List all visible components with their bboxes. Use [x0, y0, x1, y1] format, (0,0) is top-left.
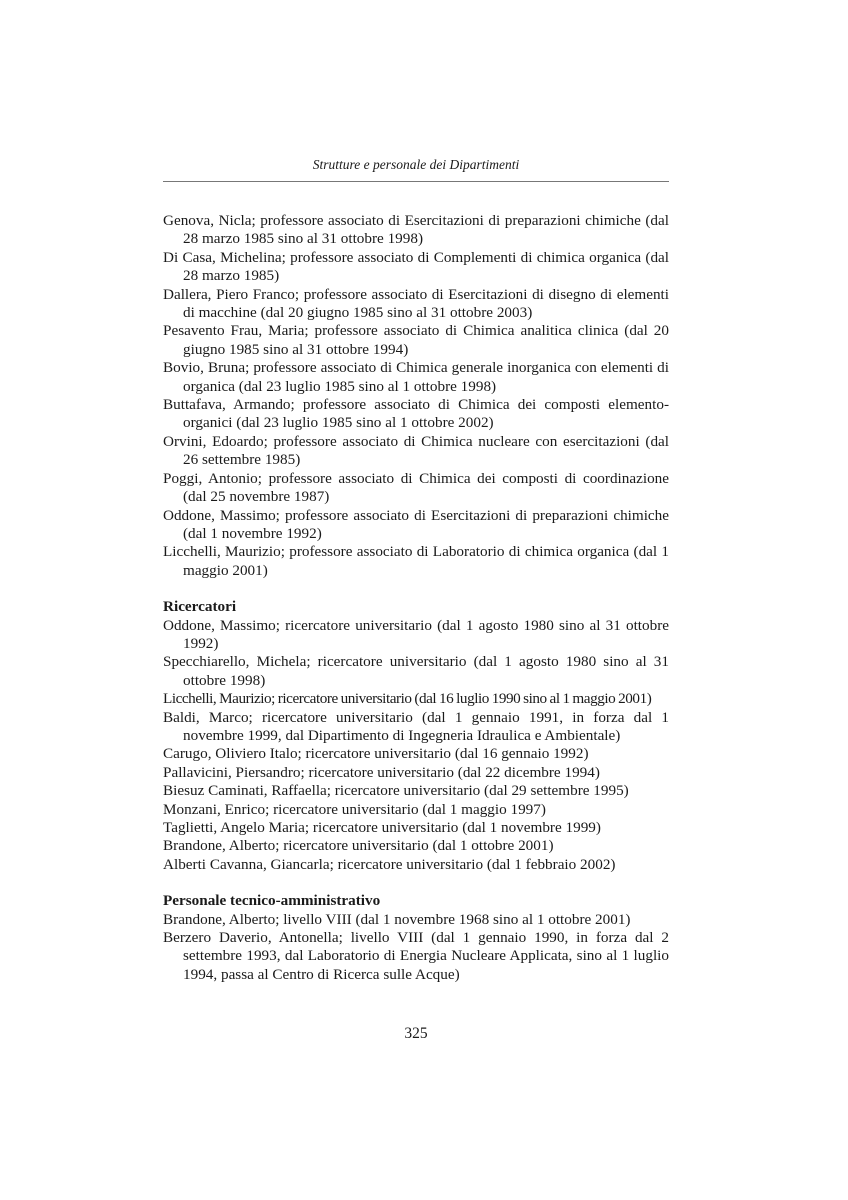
section-title-technical-staff: Personale tecnico-amministrativo	[163, 892, 381, 910]
list-item: Licchelli, Maurizio; professore associato di Laboratorio di chimica organica (dal 1 maggio 2001)	[163, 543, 669, 579]
list-item: Di Casa, Michelina; professore associato di Complementi di chimica organica (dal 28 marzo 1985)	[163, 248, 669, 285]
list-item: Brandone, Alberto; ricercatore universitario (dal 1 ottobre 2001)	[163, 837, 554, 855]
list-item: Biesuz Caminati, Raffaella; ricercatore universitario (dal 29 settembre 1995)	[163, 782, 629, 800]
list-item: Oddone, Massimo; professore associato di Esercitazioni di preparazioni chimiche (dal 1 novembre 1992)	[163, 506, 669, 542]
list-item: Carugo, Oliviero Italo; ricercatore universitario (dal 16 gennaio 1992)	[163, 745, 589, 763]
technical-staff-section	[163, 892, 669, 984]
list-item: Berzero Daverio, Antonella; livello VIII (dal 1 gennaio 1990, in forza dal 2 settembre 1993, dal Laboratorio di Energia Nucleare Applicata, sino al 1 luglio 1994, passa al Centro di Ricerca sulle Acque)	[163, 929, 669, 983]
list-item: Alberti Cavanna, Giancarla; ricercatore universitario (dal 1 febbraio 2002)	[163, 855, 616, 873]
list-item: Pallavicini, Piersandro; ricercatore universitario (dal 22 dicembre 1994)	[163, 763, 600, 781]
list-item: Licchelli, Maurizio; ricercatore universitario (dal 16 luglio 1990 sino al 1 maggio 2001)	[163, 690, 652, 708]
list-item: Monzani, Enrico; ricercatore universitario (dal 1 maggio 1997)	[163, 800, 546, 818]
running-head: Strutture e personale dei Dipartimenti	[312, 157, 520, 172]
list-item: Oddone, Massimo; ricercatore universitario (dal 1 agosto 1980 sino al 31 ottobre 1992)	[163, 616, 669, 652]
list-item: Baldi, Marco; ricercatore universitario (dal 1 gennaio 1991, in forza dal 1 novembre 1999, dal Dipartimento di Ingegneria Idraulica e Ambientale)	[163, 708, 669, 744]
list-item: Buttafava, Armando; professore associato di Chimica dei composti elemento-organici (dal 23 luglio 1985 sino al 1 ottobre 2002)	[163, 396, 669, 432]
researchers-section	[163, 598, 669, 874]
list-item: Brandone, Alberto; livello VIII (dal 1 novembre 1968 sino al 1 ottobre 2001)	[163, 910, 631, 928]
list-item: Orvini, Edoardo; professore associato di Chimica nucleare con esercitazioni (dal 26 settembre 1985)	[163, 432, 669, 469]
list-item: Bovio, Bruna; professore associato di Chimica generale inorganica con elementi di organica (dal 23 luglio 1985 sino al 1 ottobre 1998)	[163, 359, 669, 395]
list-item: Pesavento Frau, Maria; professore associato di Chimica analitica clinica (dal 20 giugno 1985 sino al 31 ottobre 1994)	[163, 322, 669, 358]
list-item: Specchiarello, Michela; ricercatore universitario (dal 1 agosto 1980 sino al 31 ottobre 1998)	[163, 653, 669, 689]
list-item: Genova, Nicla; professore associato di Esercitazioni di preparazioni chimiche (dal 28 marzo 1985 sino al 31 ottobre 1998)	[163, 212, 669, 248]
section-title-researchers: Ricercatori	[163, 598, 237, 616]
list-item: Dallera, Piero Franco; professore associato di Esercitazioni di disegno di elementi di macchine (dal 20 giugno 1985 sino al 31 ottobre 2003)	[163, 285, 669, 322]
list-item: Taglietti, Angelo Maria; ricercatore universitario (dal 1 novembre 1999)	[163, 819, 601, 836]
associate-professors-list	[163, 212, 669, 580]
list-item: Poggi, Antonio; professore associato di Chimica dei composti di coordinazione (dal 25 novembre 1987)	[163, 469, 669, 506]
header-rule	[163, 181, 669, 182]
page-body	[163, 212, 669, 984]
page-number: 325	[404, 1025, 428, 1042]
